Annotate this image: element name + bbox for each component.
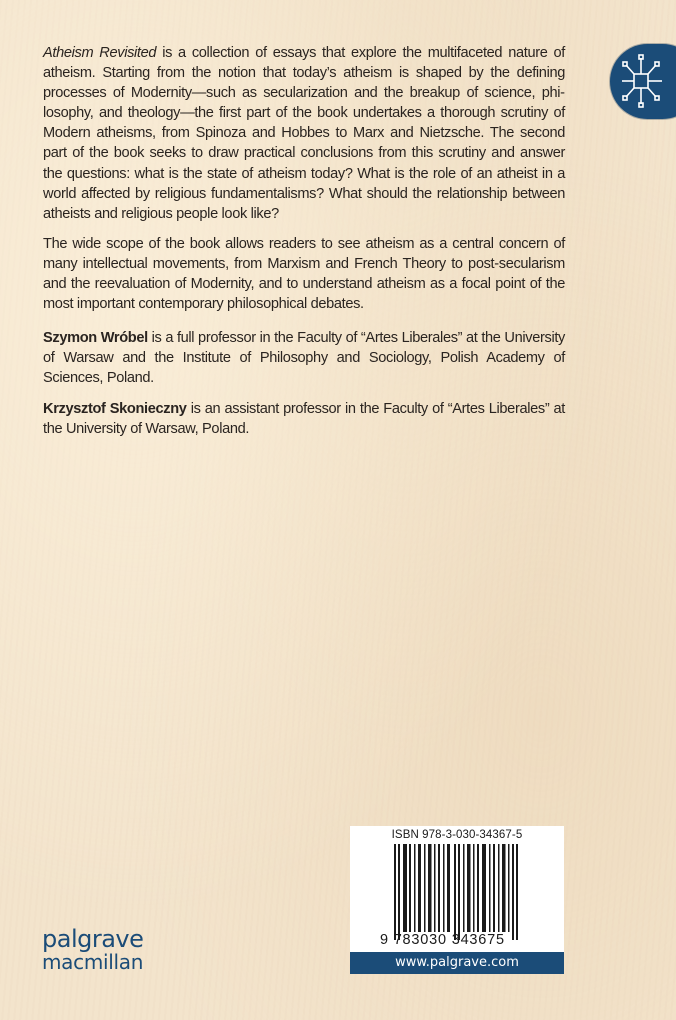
- publisher-name-line1: palgrave: [42, 925, 144, 953]
- author-bio-1: Szymon Wróbel is a full professor in the Faculty of “Artes Liberales” at the University of Warsaw and the Institute of Philosophy and Sociology, Polish Academy of Sciences, Poland.: [43, 330, 565, 387]
- blurb-paragraph-2: The wide scope of the book allows readers to see atheism as a central concern of many intellectual movements, from Marxism and French Theory to post-secularism and the reevaluation of Modernity, and to understand atheism as a focal point of the most important contemporary philosophical debates.: [43, 235, 565, 313]
- publisher-url[interactable]: www.palgrave.com: [350, 952, 564, 974]
- author-name: Szymon Wróbel: [43, 330, 148, 347]
- isbn-label: ISBN 978-3-030-34367-5: [391, 829, 523, 841]
- author-bio-2: Krzysztof Skonieczny is an assistant professor in the Faculty of “Artes Liberales” at the University of Warsaw, Poland.: [43, 400, 566, 437]
- book-title-italic: Atheism Revisited: [43, 45, 157, 61]
- network-node-icon: [622, 52, 662, 110]
- blurb-paragraph-1: Atheism Revisited is a collection of essays that explore the multifaceted nature of atheism. Starting from the notion that today’s atheism is shaped by the defining processes of Modernity—such as secularization and the breakup of science, philosophy, and theology—the first part of the book undertakes a thorough scrutiny of Modern atheisms, from Spinoza and Hobbes to Marx and Nietzsche. The second part of the book seeks to draw practical conclusions from this scrutiny and answer the questions: what is the state of atheism today? What is the role of an atheist in a world affected by religious fundamentalisms? What should the relationship between atheists and religious people look like?: [43, 45, 565, 222]
- back-cover-text: [43, 43, 565, 449]
- barcode-icon: [394, 844, 524, 940]
- publisher-logo: [42, 927, 143, 973]
- barcode-digits: 9 783030 343675: [380, 932, 505, 948]
- palgrave-logo-badge: [610, 44, 676, 119]
- publisher-name-line2: macmillan: [42, 950, 144, 974]
- isbn-barcode: [350, 826, 564, 974]
- author-name: Krzysztof Skonieczny: [43, 400, 187, 417]
